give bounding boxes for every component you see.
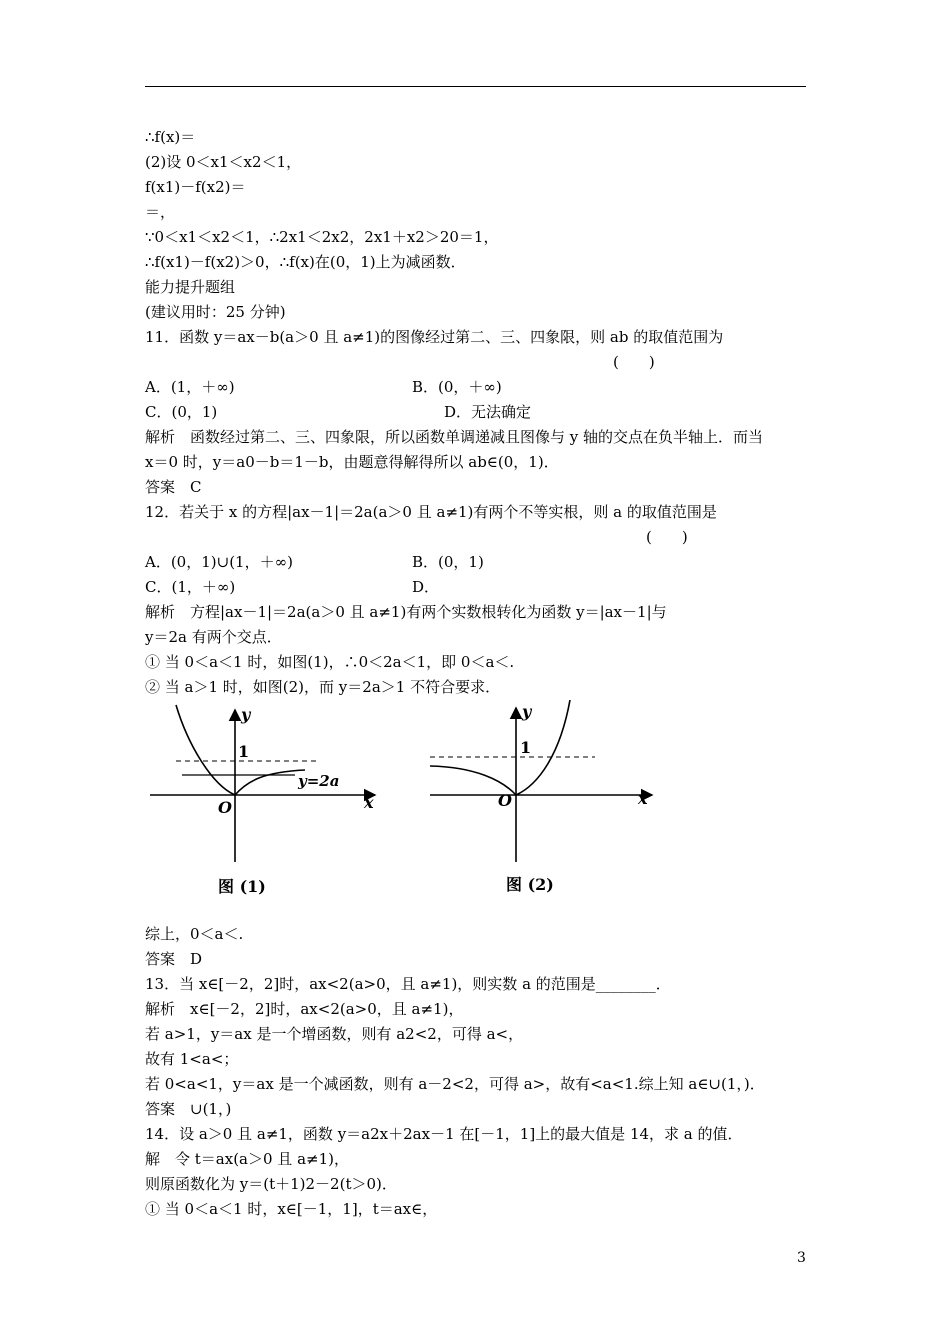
origin-label: O [218, 798, 232, 817]
solution-line: 若 a>1，y＝ax 是一个增函数，则有 a2<2，可得 a<， [145, 1025, 524, 1043]
solution-line: y＝2a 有两个交点． [145, 628, 282, 646]
figure-caption: 图 (2) [506, 875, 554, 894]
x-label: x [638, 789, 648, 808]
option-c: C．(0，1) [145, 403, 218, 421]
solution-line: 解 令 t＝ax(a＞0 且 a≠1)， [145, 1150, 349, 1168]
solution-line: ② 当 a＞1 时，如图(2)，而 y＝2a＞1 不符合要求． [145, 678, 501, 696]
text-line: ∴f(x1)－f(x2)＞0，∴f(x)在(0，1)上为减函数． [145, 253, 466, 271]
answer-paren: ( ) [646, 528, 688, 546]
header-rule [145, 86, 806, 87]
solution-line: 解析 x∈[－2，2]时，ax<2(a>0，且 a≠1)， [145, 1000, 464, 1018]
solution-line: 解析 方程|ax－1|＝2a(a＞0 且 a≠1)有两个实数根转化为函数 y＝|ax－1|与 [145, 603, 667, 621]
y-label: y [241, 705, 251, 724]
figure-1 [140, 700, 390, 900]
text-line: ＝， [145, 203, 176, 221]
solution-line: 若 0<a<1，y＝ax 是一个减函数，则有 a－2<2，可得 a>，故有<a<1.综上知 a∈∪(1，)． [145, 1075, 765, 1093]
text-line: ∵0＜x1＜x2＜1，∴2x1＜2x2，2x1＋x2＞20＝1， [145, 228, 499, 246]
y-label: y [522, 702, 532, 721]
answer-line: 答案 D [145, 950, 203, 968]
section-heading: 能力提升题组 [145, 278, 236, 296]
question-12: 12．若关于 x 的方程|ax－1|＝2a(a＞0 且 a≠1)有两个不等实根，则 a 的取值范围是 [145, 503, 717, 521]
one-label: 1 [520, 738, 532, 757]
text-line: (2)设 0＜x1＜x2＜1， [145, 153, 302, 171]
question-14: 14．设 a＞0 且 a≠1，函数 y＝a2x＋2ax－1 在[－1，1]上的最大值是 14，求 a 的值． [145, 1125, 743, 1143]
option-a: A．(1，＋∞) [145, 378, 235, 396]
solution-line: 解析 函数经过第二、三、四象限，所以函数单调递减且图像与 y 轴的交点在负半轴上．而当 [145, 428, 764, 446]
solution-line: 则原函数化为 y＝(t＋1)2－2(t＞0)． [145, 1175, 397, 1193]
summary-line: 综上，0＜a＜. [145, 925, 244, 943]
option-a: A．(0，1)∪(1，＋∞) [145, 553, 293, 571]
answer-line: 答案 C [145, 478, 202, 496]
time-suggestion: (建议用时：25 分钟) [145, 303, 286, 321]
solution-line: ① 当 0＜a＜1 时，如图(1)，∴0＜2a＜1，即 0＜a＜. [145, 653, 515, 671]
text-line: f(x1)－f(x2)＝ [145, 178, 246, 196]
x-label: x [364, 793, 374, 812]
question-13: 13．当 x∈[－2，2]时，ax<2(a>0，且 a≠1)，则实数 a 的范围是________． [145, 975, 671, 993]
question-11: 11．函数 y＝ax－b(a＞0 且 a≠1)的图像经过第二、三、四象限，则 ab 的取值范围为 [145, 328, 724, 346]
answer-paren: ( ) [613, 353, 655, 371]
option-d: D． [412, 578, 440, 596]
one-label: 1 [238, 742, 250, 761]
solution-line: ① 当 0＜a＜1 时，x∈[－1，1]，t＝ax∈， [145, 1200, 438, 1218]
abs-curve [430, 700, 570, 795]
option-b: B．(0，1) [412, 553, 484, 571]
option-c: C．(1，＋∞) [145, 578, 236, 596]
figure-2 [420, 700, 670, 900]
origin-label: O [498, 791, 512, 810]
page-number: 3 [797, 1250, 806, 1266]
option-d: D．无法确定 [444, 403, 532, 421]
text-line: ∴f(x)＝ [145, 128, 196, 146]
option-b: B．(0，＋∞) [412, 378, 502, 396]
figure-caption: 图 (1) [218, 877, 266, 896]
answer-line: 答案 ∪(1，) [145, 1100, 232, 1118]
curve-label: y=2a [298, 772, 340, 790]
solution-line: 故有 1<a<； [145, 1050, 239, 1068]
solution-line: x＝0 时，y＝a0－b＝1－b，由题意得解得所以 ab∈(0，1)． [145, 453, 559, 471]
